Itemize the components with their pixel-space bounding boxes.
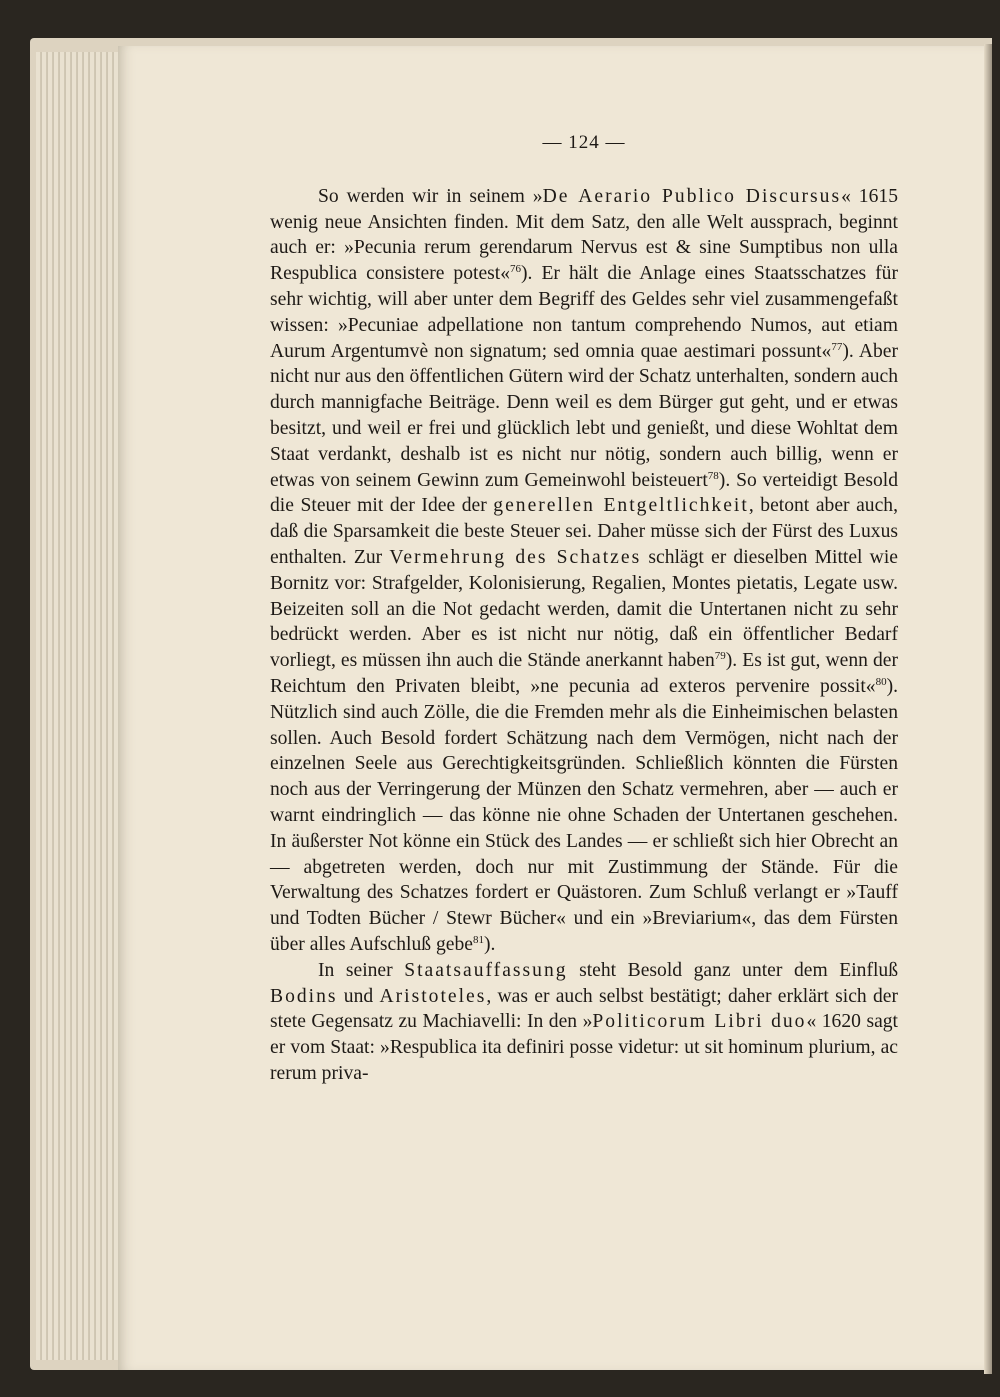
text-run: « 1620 sagt er vom Staat: »Respublica ita definiri posse videtur: ut sit hominum plurium, ac rerum priva-: [270, 1011, 898, 1084]
text-run: und: [337, 985, 380, 1007]
page-content: [270, 130, 898, 1087]
spaced-text: Vermehrung des Schatzes: [389, 546, 642, 568]
text-run: schlägt er dieselben Mittel wie Bornitz vor: Strafgelder, Kolonisierung, Regalien, Montes pietatis, Legate usw. Beizeiten soll an die Not gedacht werden, damit die Untertanen nicht zu sehr bedrückt werden. Aber es ist nicht nur nötig, daß ein öffentlicher Bedarf vorliegt, es müssen ihn auch die Stände anerkannt haben: [270, 546, 898, 672]
footnote-ref: 78: [707, 469, 719, 482]
paragraph: [270, 184, 898, 958]
footnote-ref: 81: [472, 933, 484, 946]
spaced-text: Aristoteles: [379, 985, 487, 1007]
text-run: , was er auch selbst bestätigt; daher erklärt sich der stete Gegensatz zu Machiavelli: In den »: [270, 985, 898, 1033]
footnote-ref: 79: [714, 650, 726, 663]
footnote-ref: 80: [875, 675, 887, 688]
spaced-text: generellen Entgeltlichkeit: [493, 495, 749, 517]
text-run: ). Aber nicht nur aus den öffentlichen Gütern wird der Schatz unterhalten, sondern auch durch mannigfache Beiträge. Denn weil es dem Bürger gut geht, und er etwas besitzt, und weil er frei und glücklich lebt und genießt, und diese Wohltat dem Staat verdankt, deshalb ist es nicht nur nötig, sondern auch billig, wenn er etwas von seinem Gewinn zum Gemeinwohl beisteuert: [270, 340, 898, 491]
text-run: ). Er hält die Anlage eines Staatsschatzes für sehr wichtig, will aber unter dem Begriff des Geldes sehr viel zusammengefaßt wissen: »Pecuniae adpellatione non tantum comprehendo Numos, aut etiam Aurum Argentumvè non signatum; sed omnia quae aestimari possunt«: [270, 263, 898, 362]
footnote-ref: 77: [831, 340, 843, 353]
text-run: ). Es ist gut, wenn der Reichtum den Privaten bleibt, »ne pecunia ad exteros pervenire possit«: [270, 650, 898, 697]
text-run: , betont aber auch, daß die Sparsamkeit die beste Steuer sei. Daher müsse sich der Fürst des Luxus enthalten. Zur: [270, 495, 898, 568]
page-edges: [36, 52, 126, 1360]
text-run: ).: [483, 933, 496, 955]
text-run: steht Besold ganz unter dem Einfluß: [567, 959, 899, 981]
paragraph: [270, 958, 898, 1087]
page-right-edge: [984, 44, 992, 1374]
page-number: — 124 —: [542, 132, 626, 153]
spaced-text: De Aerario Publico Discursus: [542, 185, 842, 207]
spaced-text: Staatsauffassung: [404, 959, 568, 981]
spaced-text: Bodins: [270, 985, 338, 1007]
spaced-text: Politicorum Libri duo: [592, 1011, 807, 1033]
body-text: [270, 184, 898, 1087]
text-run: In seiner: [318, 959, 405, 981]
text-run: ). Nützlich sind auch Zölle, die die Fremden mehr als die Einheimischen belasten sollen. Auch Besold fordert Schätzung nach dem Vermögen, nicht nach der einzelnen Seele aus Gerechtigkeitsgründen. Schließlich könnten die Fürsten noch aus der Verringerung der Münzen den Schatz vermehren, aber — auch er warnt eindringlich — das könne nie ohne Schaden der Untertanen geschehen. In äußerster Not könne ein Stück des Landes — er schließt sich hier Obrecht an — abgetreten werden, doch nur mit Zustimmung der Stände. Für die Verwaltung des Schatzes fordert er Quästoren. Zum Schluß verlangt er »Tauff und Todten Bücher / Stewr Bücher« und ein »Breviarium«, das dem Fürsten über alles Aufschluß gebe: [270, 675, 898, 955]
text-run: « 1615 wenig neue Ansichten finden. Mit dem Satz, den alle Welt aussprach, beginnt auch er: »Pecunia rerum gerendarum Nervus est & sine Sumptibus non ulla Respublica consistere potest«: [270, 185, 898, 285]
footnote-ref: 76: [510, 263, 522, 276]
text-run: So werden wir in seinem »: [318, 185, 543, 207]
text-run: ). So verteidigt Besold die Steuer mit der Idee der: [270, 469, 898, 517]
